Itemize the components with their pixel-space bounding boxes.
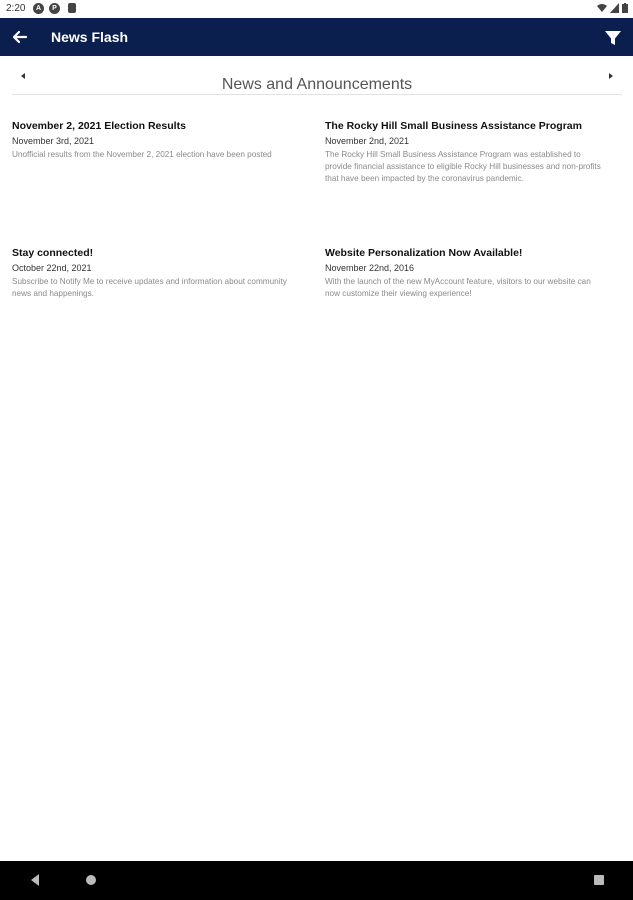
news-header	[12, 58, 622, 95]
battery-icon	[622, 3, 628, 13]
app-bar	[0, 18, 633, 56]
section-title: News and Announcements	[221, 75, 413, 93]
nav-back-icon[interactable]	[28, 873, 42, 887]
system-nav-bar	[0, 861, 633, 900]
article-title[interactable]: The Rocky Hill Small Business Assistance Program	[325, 120, 582, 132]
status-time: 2:20	[6, 3, 26, 14]
app-notification-icon: A	[33, 3, 44, 14]
next-arrow-icon[interactable]	[602, 68, 618, 84]
article-date: November 2nd, 2021	[325, 136, 410, 146]
article-description: Unofficial results from the November 2, 2021 election have been posted	[12, 150, 272, 159]
article-date: October 22nd, 2021	[12, 263, 92, 273]
article-description: Subscribe to Notify Me to receive updates and information about community news and happenings.	[12, 277, 287, 298]
article-date: November 3rd, 2021	[12, 136, 95, 146]
signal-icon	[610, 3, 619, 13]
status-bar	[0, 0, 633, 18]
article-title[interactable]: Website Personalization Now Available!	[325, 247, 523, 259]
app-notification-icon: P	[49, 3, 60, 14]
article-date: November 22nd, 2016	[325, 263, 415, 273]
news-article[interactable]	[12, 120, 302, 161]
nav-home-icon[interactable]	[84, 873, 98, 887]
nav-recents-icon[interactable]	[592, 873, 606, 887]
article-title[interactable]: Stay connected!	[12, 247, 94, 259]
news-article[interactable]	[325, 120, 605, 185]
back-arrow-icon[interactable]	[10, 27, 30, 47]
article-title[interactable]: November 2, 2021 Election Results	[12, 120, 186, 132]
article-description: The Rocky Hill Small Business Assistance Program was established to provide financial assistance to eligible Rocky Hill businesses and non-profits that have been impacted by the coronavirus pandemic.	[325, 150, 601, 183]
sim-icon	[68, 3, 76, 13]
news-article[interactable]	[325, 247, 605, 300]
page-title: News Flash	[51, 29, 129, 45]
news-article[interactable]	[12, 247, 302, 300]
article-description: With the launch of the new MyAccount feature, visitors to our website can now customize their viewing experience!	[325, 277, 591, 298]
wifi-icon	[597, 3, 607, 13]
filter-icon[interactable]	[604, 29, 622, 47]
